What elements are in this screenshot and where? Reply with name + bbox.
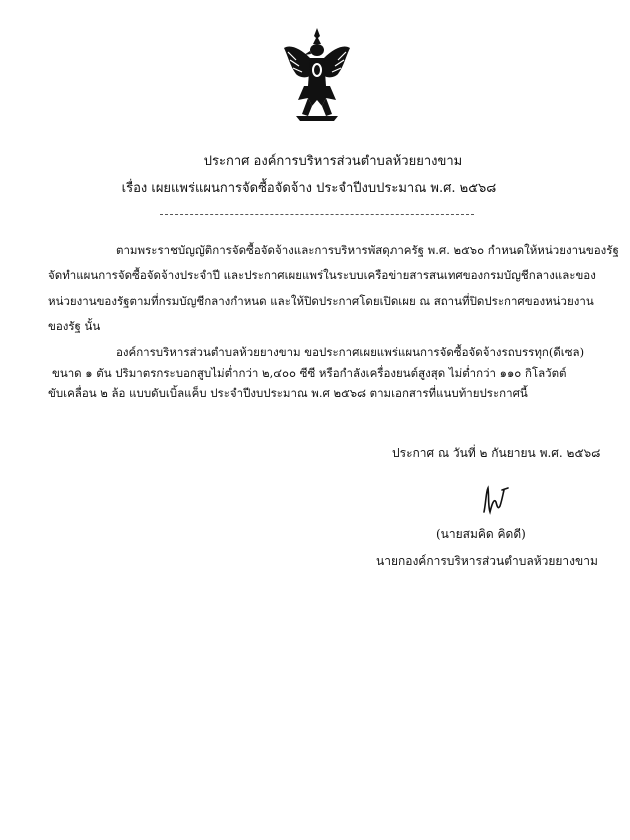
handwritten-signature — [478, 482, 518, 516]
paragraph-1-line-4: ของรัฐ นั้น — [48, 319, 101, 333]
paragraph-2-line-3: ขับเคลื่อน ๒ ล้อ แบบดับเบิ้ลแค็บ ประจำปีงบประมาณ พ.ศ ๒๕๖๘ ตามเอกสารที่แนบท้ายประกาศนี้ — [48, 386, 528, 400]
paragraph-2-line-2: ขนาด ๑ ตัน ปริมาตรกระบอกสูบไม่ต่ำกว่า ๒,๔๐๐ ซีซี หรือกำลังเครื่องยนต์สูงสุด ไม่ต่ำกว่า ๑๑๐ กิโลวัตต์ — [52, 366, 567, 380]
garuda-emblem-icon — [282, 26, 352, 122]
signer-title: นายกองค์การบริหารส่วนตำบลห้วยยางขาม — [376, 554, 598, 568]
paragraph-1-line-1: ตามพระราชบัญญัติการจัดซื้อจัดจ้างและการบริหารพัสดุภาครัฐ พ.ศ. ๒๕๖๐ กำหนดให้หน่วยงานของรัฐ — [116, 243, 619, 257]
paragraph-1-line-3: หน่วยงานของรัฐตามที่กรมบัญชีกลางกำหนด และให้ปิดประกาศโดยเปิดเผย ณ สถานที่ปิดประกาศของหน่วยงาน — [48, 294, 594, 308]
signer-name: (นายสมคิด คิดดี) — [436, 527, 526, 541]
announcement-subject: เรื่อง เผยแพร่แผนการจัดซื้อจัดจ้าง ประจำปีงบประมาณ พ.ศ. ๒๕๖๘ — [121, 181, 497, 196]
paragraph-1-line-2: จัดทำแผนการจัดซื้อจัดจ้างประจำปี และประกาศเผยแพร่ในระบบเครือข่ายสารสนเทศของกรมบัญชีกลางและของ — [48, 268, 596, 282]
announcement-date: ประกาศ ณ วันที่ ๒ กันยายน พ.ศ. ๒๕๖๘ — [392, 446, 601, 460]
dashed-divider — [160, 214, 474, 215]
announcement-title: ประกาศ องค์การบริหารส่วนตำบลห้วยยางขาม — [203, 154, 463, 169]
paragraph-2-line-1: องค์การบริหารส่วนตำบลห้วยยางขาม ขอประกาศเผยแพร่แผนการจัดซื้อจัดจ้างรถบรรทุก(ดีเซล) — [116, 345, 585, 359]
